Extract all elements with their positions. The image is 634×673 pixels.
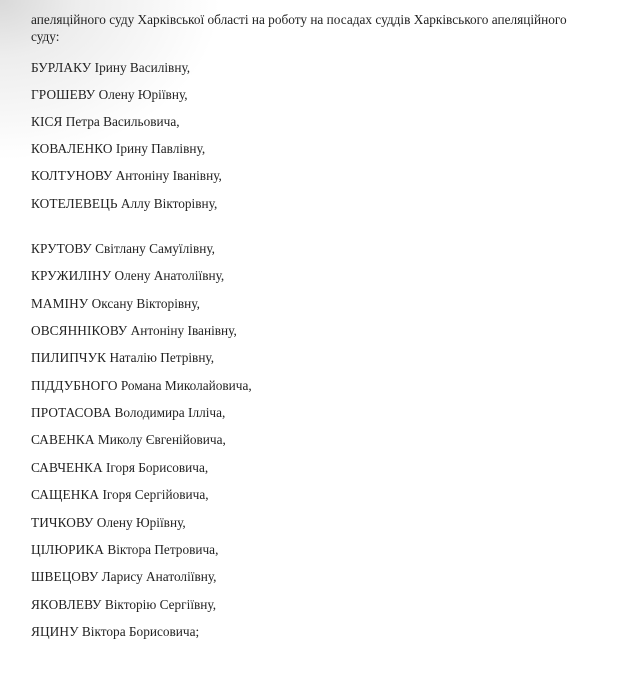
list-item: [31, 459, 208, 476]
surname: КРУЖИЛІНУ: [31, 268, 112, 283]
surname: ТИЧКОВУ: [31, 515, 94, 530]
given-names: Аллу Вікторівну,: [117, 196, 218, 211]
surname: ЯКОВЛЕВУ: [31, 597, 102, 612]
given-names: Ігоря Борисовича,: [102, 460, 209, 475]
given-names: Антоніну Іванівну,: [112, 168, 222, 183]
surname: КОТЕЛЕВЕЦЬ: [31, 196, 118, 211]
surname: ПИЛИПЧУК: [31, 350, 107, 365]
surname: ШВЕЦОВУ: [31, 569, 99, 584]
list-item: [31, 240, 215, 257]
list-item: [31, 377, 252, 394]
surname: КОВАЛЕНКО: [31, 141, 113, 156]
surname: БУРЛАКУ: [31, 60, 92, 75]
list-item: [31, 596, 216, 613]
list-item: [31, 431, 226, 448]
given-names: Антоніну Іванівну,: [127, 323, 237, 338]
given-names: Олену Юріївну,: [95, 87, 188, 102]
list-item: [31, 167, 222, 184]
given-names: Ірину Василівну,: [91, 60, 191, 75]
list-item: [31, 113, 180, 130]
surname: КІСЯ: [31, 114, 63, 129]
given-names: Олену Юріївну,: [93, 515, 186, 530]
list-item: [31, 486, 209, 503]
given-names: Миколу Євгенійовича,: [94, 432, 226, 447]
surname: ЦІЛЮРИКА: [31, 542, 104, 557]
list-item: [31, 541, 218, 558]
given-names: Вікторію Сергіївну,: [101, 597, 217, 612]
given-names: Світлану Самуїлівну,: [91, 241, 215, 256]
intro-paragraph: апеляційного суду Харківської області на роботу на посадах суддів Харківського апеляційного суду:: [31, 12, 567, 44]
list-item: [31, 514, 186, 531]
given-names: Віктора Борисовича;: [78, 624, 200, 639]
list-item: [31, 349, 214, 366]
surname: ЯЦИНУ: [31, 624, 79, 639]
surname: КОЛТУНОВУ: [31, 168, 113, 183]
given-names: Ігоря Сергійовича,: [99, 487, 209, 502]
list-item: [31, 59, 190, 76]
given-names: Романа Миколайовича,: [117, 378, 252, 393]
list-item: [31, 322, 237, 339]
surname: САВЧЕНКА: [31, 460, 103, 475]
given-names: Володимира Ілліча,: [111, 405, 226, 420]
given-names: Олену Анатоліївну,: [111, 268, 225, 283]
list-item: [31, 140, 205, 157]
surname: САВЕНКА: [31, 432, 95, 447]
surname: ГРОШЕВУ: [31, 87, 96, 102]
given-names: Віктора Петровича,: [104, 542, 219, 557]
list-item: [31, 195, 217, 212]
list-item: [31, 295, 200, 312]
surname: ПРОТАСОВА: [31, 405, 112, 420]
list-item: [31, 568, 217, 585]
list-item: [31, 86, 188, 103]
surname: КРУТОВУ: [31, 241, 92, 256]
given-names: Ларису Анатоліївну,: [98, 569, 217, 584]
given-names: Наталію Петрівну,: [106, 350, 215, 365]
surname: ПІДДУБНОГО: [31, 378, 118, 393]
given-names: Оксану Вікторівну,: [88, 296, 200, 311]
list-item: [31, 623, 199, 640]
surname: МАМІНУ: [31, 296, 89, 311]
list-item: [31, 267, 224, 284]
given-names: Ірину Павлівну,: [112, 141, 206, 156]
given-names: Петра Васильовича,: [62, 114, 180, 129]
list-item: [31, 404, 225, 421]
surname: САЩЕНКА: [31, 487, 100, 502]
surname: ОВСЯННІКОВУ: [31, 323, 128, 338]
